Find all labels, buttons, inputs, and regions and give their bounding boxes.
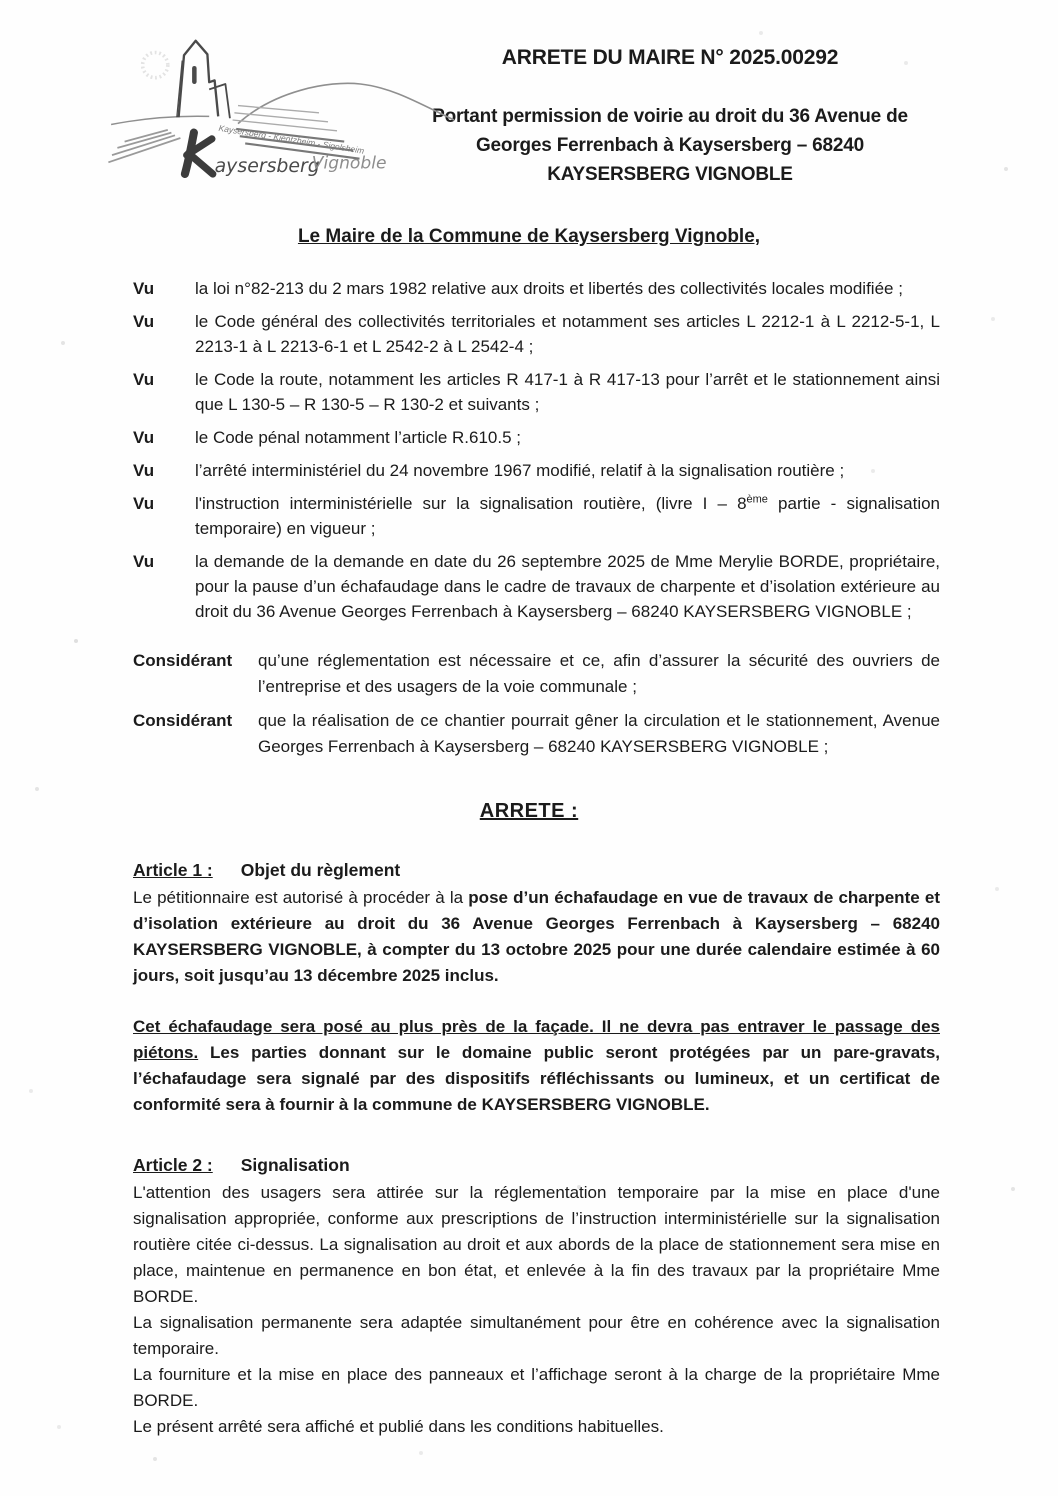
vu-label: Vu (133, 312, 155, 331)
vu-text: le Code général des collectivités territoriales et notamment ses articles L 2212-1 à L 2212-5-1, L 2213-1 à L 2213-6-1 et L 2542-2 à L 2542-4 ; (195, 312, 940, 356)
article-1-paragraph-2 (133, 1014, 940, 1118)
vu-label: Vu (133, 494, 155, 513)
page-subtitle: Portant permission de voirie au droit du 36 Avenue de Georges Ferrenbach à Kaysersberg – 68240 KAYSERSBERG VIGNOBLE (432, 106, 908, 185)
logo-communes-text: Kaysersberg - Kientzheim - Sigolsheim (217, 122, 365, 156)
vu-text: la demande de la demande en date du 26 septembre 2025 de Mme Merylie BORDE, propriétaire, pour la pause d’un échafaudage dans le cadre de travaux de charpente et d’isolation extérieure au droit du 36 Avenue Georges Ferrenbach à Kaysersberg – 68240 KAYSERSBERG VIGNOBLE ; (195, 552, 940, 621)
vu-label: Vu (133, 428, 155, 447)
logo-initial-k-icon (185, 133, 213, 174)
tower-sketch-icon (177, 41, 230, 118)
vu-label: Vu (133, 552, 155, 571)
considerant-text: que la réalisation de ce chantier pourrait gêner la circulation et le stationnement, Avenue Georges Ferrenbach à Kaysersberg – 68240 KAYSERSBERG VIGNOBLE ; (258, 711, 940, 756)
intro-line (0, 226, 1058, 248)
vu-item (133, 491, 940, 541)
considerant-item (133, 648, 940, 700)
considerant-item (133, 708, 940, 760)
hill-right-line (238, 83, 454, 123)
commune-logo (103, 30, 463, 192)
vu-label: Vu (133, 461, 155, 480)
article-1-p2-underlined: Cet échafaudage sera posé au plus près de la façade. Il ne devra pas entraver le passage des piétons. (133, 1017, 940, 1062)
vu-text-part2: partie - signalisation temporaire) en vigueur ; (195, 494, 941, 538)
hill-left-line (111, 116, 209, 124)
sun-icon (143, 53, 168, 78)
logo-name-rest: aysersberg (214, 155, 320, 178)
vu-item (133, 367, 940, 417)
document-header (0, 0, 1058, 200)
article-1-p1-bold: pose d’un échafaudage en vue de travaux de charpente et d’isolation extérieure au droit du 36 Avenue Georges Ferrenbach à Kaysersberg – 68240 KAYSERSBERG VIGNOBLE, à compter du 13 octobre 2025 pour une durée calendaire estimée à 60 jours, soit jusqu’au 13 décembre 2025 inclus. (133, 888, 940, 985)
logo-name-suffix: Vignoble (311, 153, 387, 174)
vu-text: le Code pénal notamment l’article R.610.5 ; (195, 428, 522, 447)
article-2-heading-label: Article 2 : (133, 1155, 213, 1175)
vu-text: l’arrêté interministériel du 24 novembre 1967 modifié, relatif à la signalisation routière ; (195, 461, 845, 480)
article-2-heading-title: Signalisation (240, 1155, 350, 1175)
vu-list (133, 276, 940, 624)
article-2 (133, 1152, 940, 1440)
article-2-paragraph-1: L'attention des usagers sera attirée sur la réglementation temporaire par la mise en place d'une signalisation appropriée, conforme aux prescriptions de l’instruction interministérielle sur la signalisation routière citée ci-dessus. La signalisation au droit et aux abords de la place de stationnement sera mise en place, maintenue en permanence en bon état, et enlevée à la fin des travaux par la propriétaire Mme BORDE. (133, 1183, 940, 1306)
intro-line-text: Le Maire de la Commune de Kaysersberg Vignoble, (297, 226, 761, 247)
article-1-p1-normal: Le pétitionnaire est autorisé à procéder à la (133, 888, 469, 907)
vu-label: Vu (133, 279, 155, 298)
arrete-heading-text: ARRETE : (479, 800, 579, 822)
considerant-list (133, 648, 940, 760)
considerant-text: qu’une réglementation est nécessaire et ce, afin d’assurer la sécurité des ouvriers de l’entreprise et des usagers de la voie communale ; (258, 651, 940, 696)
vu-item (133, 309, 940, 359)
vu-item (133, 549, 940, 624)
article-2-paragraph-2: La signalisation permanente sera adaptée simultanément pour être en cohérence avec la signalisation temporaire. (133, 1313, 940, 1358)
vu-item (133, 276, 940, 301)
article-2-paragraph-3: La fourniture et la mise en place des panneaux et l’affichage seront à la charge de la propriétaire Mme BORDE. (133, 1365, 940, 1410)
vu-text: le Code la route, notamment les articles R 417-1 à R 417-13 pour l’arrêt et le stationnement ainsi que L 130-5 – R 130-5 – R 130-2 et suivants ; (195, 370, 940, 414)
title-block (390, 46, 950, 189)
article-1-p2-rest: Les parties donnant sur le domaine public seront protégées par un pare-gravats, l’échafaudage sera signalé par des dispositifs réfléchissants ou lumineux, et un certificat de conformité sera à fournir à la commune de KAYSERSBERG VIGNOBLE. (133, 1043, 940, 1114)
vu-item (133, 458, 940, 483)
vu-text-part1: l'instruction interministérielle sur la signalisation routière, (livre I – 8 (195, 494, 747, 513)
article-2-paragraph-4: Le présent arrêté sera affiché et publié dans les conditions habituelles. (133, 1417, 664, 1436)
vu-item (133, 425, 940, 450)
considerant-label: Considérant (133, 651, 233, 670)
article-1-heading (133, 857, 940, 883)
vu-text: la loi n°82-213 du 2 mars 1982 relative aux droits et libertés des collectivités locales modifiée ; (195, 279, 903, 298)
vu-text (195, 491, 940, 541)
article-1-paragraph-1 (133, 885, 940, 989)
kaysersberg-logo-icon (103, 30, 463, 192)
tower-window (192, 66, 197, 84)
considerant-label: Considérant (133, 711, 233, 730)
vineyard-rows-left-icon (108, 130, 180, 162)
article-1-heading-title: Objet du règlement (240, 860, 401, 880)
arrete-heading (0, 800, 1058, 823)
article-1 (133, 857, 940, 1118)
vu-label: Vu (133, 370, 155, 389)
article-2-heading (133, 1152, 940, 1178)
page-title: ARRETE DU MAIRE N° 2025.00292 (501, 46, 839, 69)
vu-text-superscript: ème (746, 493, 768, 506)
article-1-heading-label: Article 1 : (133, 860, 213, 880)
